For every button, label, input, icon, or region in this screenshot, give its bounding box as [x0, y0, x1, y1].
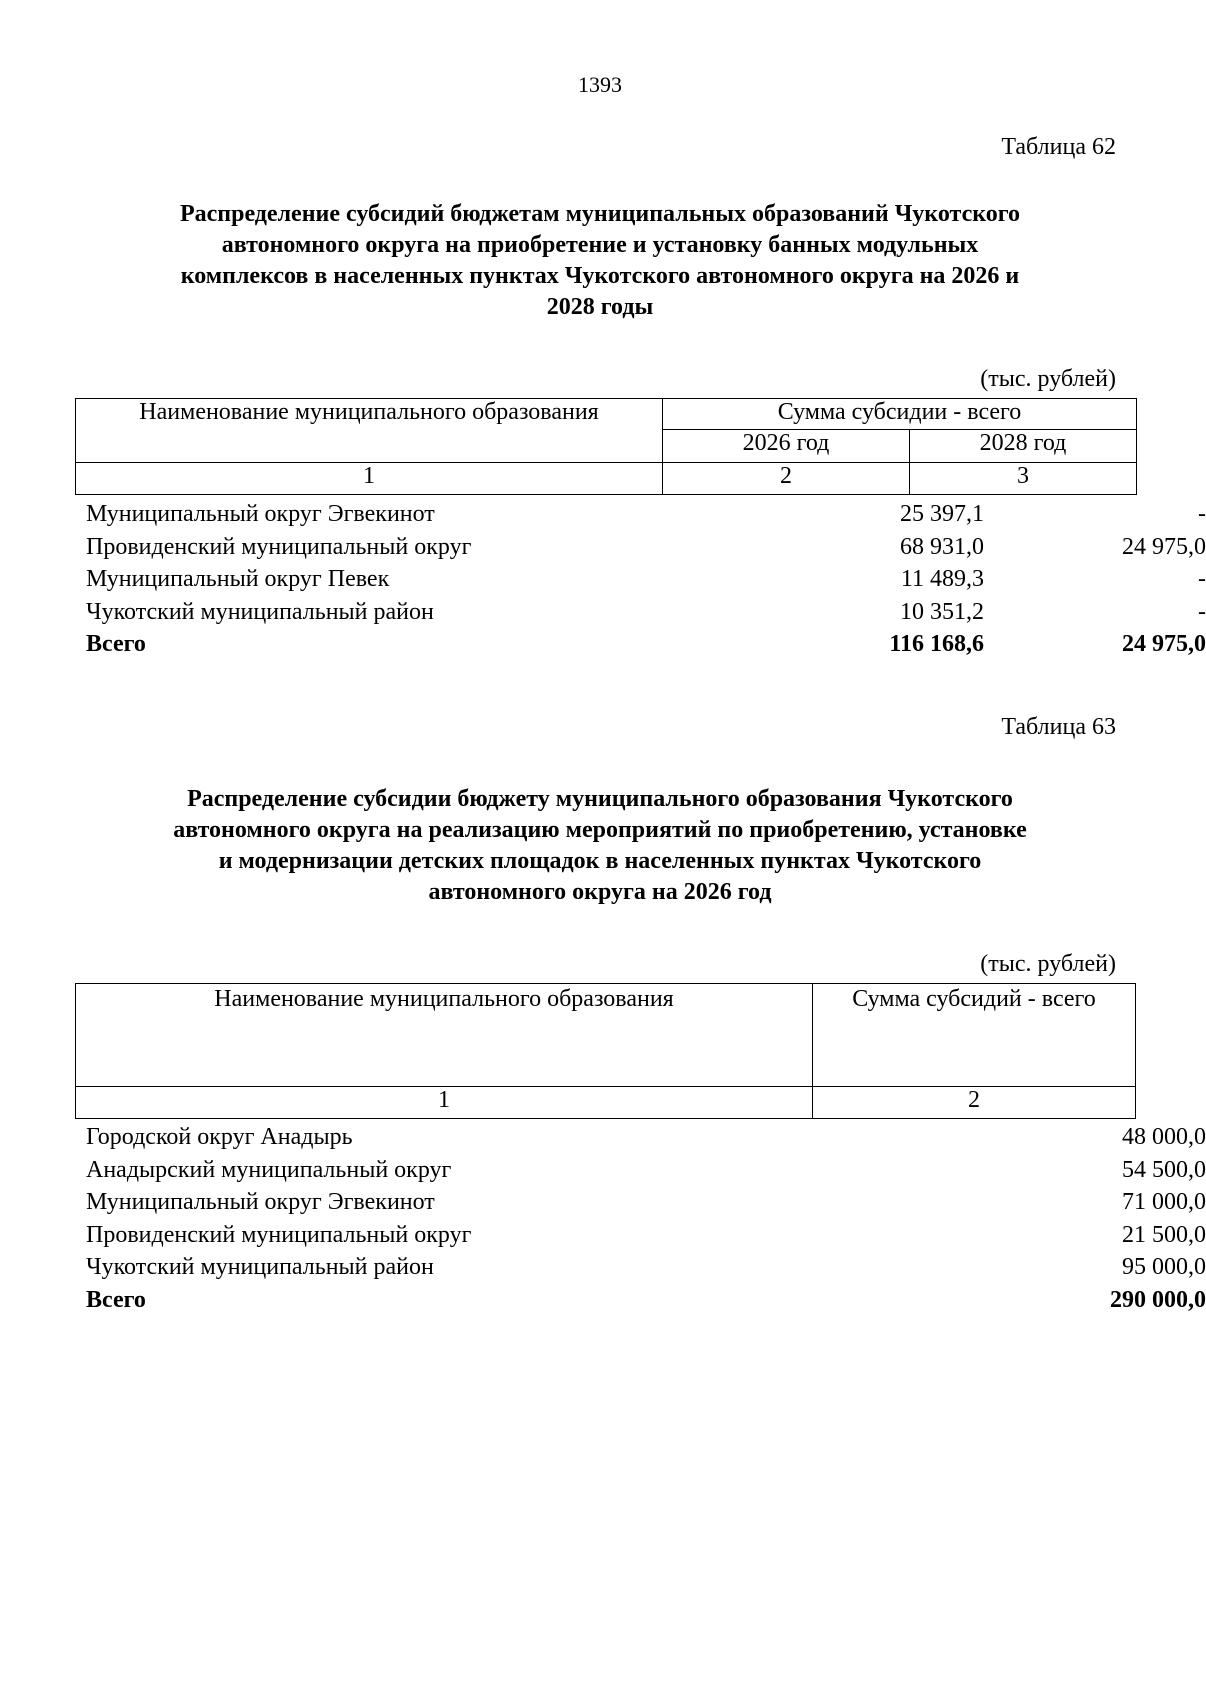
table-63-title [90, 784, 1110, 908]
header-col-number: 2 [663, 463, 910, 495]
row-value: 71 000,0 [1122, 1189, 1206, 1215]
row-name: Чукотский муниципальный район [86, 1254, 434, 1280]
total-value-2026: 116 168,6 [889, 631, 984, 657]
row-value: 95 000,0 [1122, 1254, 1206, 1280]
title-line: Распределение субсидий бюджетам муниципальных образований Чукотского [179, 201, 1021, 227]
table-62-header [75, 398, 1137, 495]
title-line: автономного округа на приобретение и установку банных модульных [221, 232, 979, 258]
table-63-label: Таблица 63 [1001, 714, 1116, 740]
header-sum-col: Сумма субсидий - всего [813, 984, 1136, 1087]
header-col-number: 3 [910, 463, 1137, 495]
header-name-col: Наименование муниципального образования [76, 984, 813, 1087]
row-value-2028: 24 975,0 [1122, 533, 1206, 560]
row-value-2026: 10 351,2 [900, 598, 984, 625]
row-name: Анадырский муниципальный округ [86, 1156, 452, 1183]
row-value: 54 500,0 [1122, 1156, 1206, 1183]
total-value: 290 000,0 [1110, 1286, 1206, 1313]
header-name-col: Наименование муниципального образования [76, 399, 663, 463]
row-value-2026: 25 397,1 [900, 501, 984, 527]
table-62-title [90, 199, 1110, 323]
title-line: и модернизации детских площадок в населенных пунктах Чукотского [218, 848, 982, 874]
row-value: 21 500,0 [1122, 1221, 1206, 1248]
row-value: 48 000,0 [1122, 1124, 1206, 1150]
title-line: автономного округа на 2026 год [428, 879, 772, 905]
row-name: Муниципальный округ Певек [86, 566, 390, 592]
row-value-2028: - [1198, 501, 1206, 527]
table-62-label: Таблица 62 [1001, 134, 1116, 160]
header-col-number: 1 [76, 1087, 813, 1119]
table-62-units: (тыс. рублей) [980, 366, 1116, 392]
header-col-number: 2 [813, 1087, 1136, 1119]
total-value-2028: 24 975,0 [1122, 631, 1206, 657]
row-name: Муниципальный округ Эгвекинот [86, 501, 435, 527]
header-sum-col: Сумма субсидии - всего [663, 399, 1137, 430]
row-name: Муниципальный округ Эгвекинот [86, 1189, 435, 1215]
title-line: автономного округа на реализацию мероприятий по приобретению, установке [173, 817, 1027, 843]
title-line: Распределение субсидии бюджету муниципального образования Чукотского [187, 786, 1013, 812]
page-number: 1393 [578, 72, 622, 97]
header-year-2028: 2028 год [910, 430, 1137, 463]
row-name: Городской округ Анадырь [86, 1124, 353, 1150]
total-label: Всего [86, 1286, 146, 1313]
row-value-2026: 11 489,3 [900, 566, 984, 592]
title-line: 2028 годы [546, 294, 654, 320]
header-col-number: 1 [76, 463, 663, 495]
title-line: комплексов в населенных пунктах Чукотского автономного округа на 2026 и [180, 263, 1020, 289]
table-63-header [75, 983, 1136, 1119]
row-name: Чукотский муниципальный район [86, 598, 434, 625]
row-value-2028: - [1198, 598, 1206, 625]
header-year-2026: 2026 год [663, 430, 910, 463]
total-label: Всего [86, 631, 146, 657]
row-value-2028: - [1198, 566, 1206, 592]
row-name: Провиденский муниципальный округ [86, 533, 472, 560]
row-name: Провиденский муниципальный округ [86, 1221, 472, 1248]
table-63-units: (тыс. рублей) [980, 951, 1116, 977]
row-value-2026: 68 931,0 [900, 533, 984, 560]
